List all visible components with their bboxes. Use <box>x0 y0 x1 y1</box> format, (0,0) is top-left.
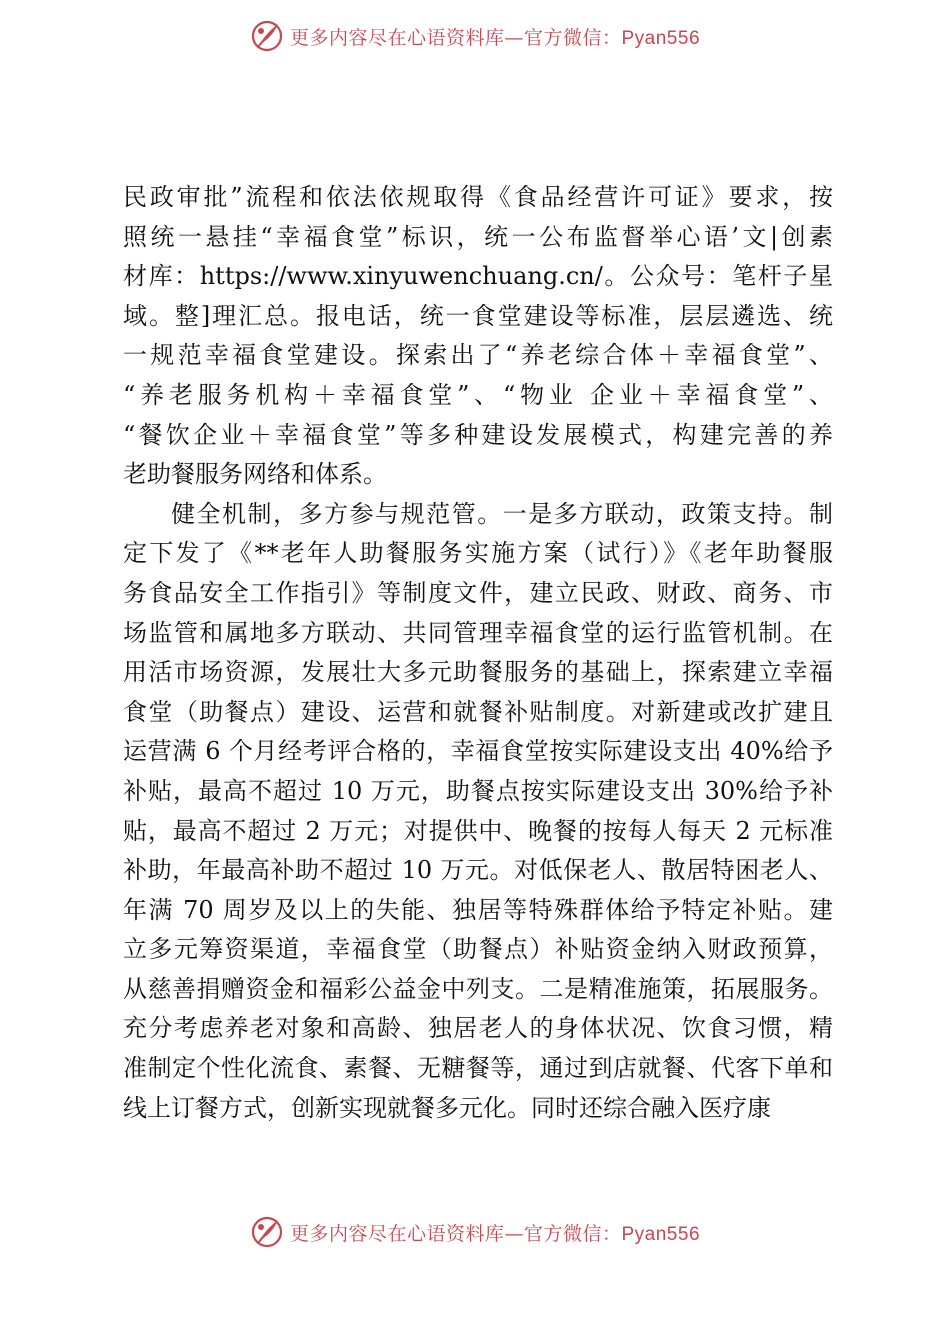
header-wechat-id: Pyan556 <box>621 27 701 49</box>
header-site-name: 更多内容尽在心语资料库 <box>289 26 505 49</box>
quill-pen-icon <box>250 19 284 53</box>
footer-banner <box>0 1212 950 1252</box>
text-line: 一规范幸福食堂建设。探索出了“养老综合体＋幸福食堂”、 <box>123 341 833 370</box>
header-banner-text <box>290 23 700 50</box>
paragraph-start-line: 健全机制，多方参与规范管。一是多方联动，政策支持。制 <box>171 499 833 528</box>
text-line: 准制定个性化流食、素餐、无糖餐等，通过到店就餐、代客下单和 <box>123 1054 833 1083</box>
footer-separator: — <box>504 1222 524 1245</box>
text-line: 充分考虑养老对象和高龄、独居老人的身体状况、饮食习惯，精 <box>123 1014 833 1043</box>
header-wechat-label: 官方微信： <box>523 26 622 49</box>
quill-pen-icon <box>250 1215 284 1249</box>
text-line: 务食品安全工作指引》等制度文件，建立民政、财政、商务、市 <box>123 578 833 607</box>
text-line: 域。整]理汇总。报电话，统一食堂建设等标准，层层遴选、统 <box>123 301 833 330</box>
footer-banner-text <box>290 1219 700 1246</box>
text-line: 补助，年最高补助不超过 10 万元。对低保老人、散居特困老人、 <box>123 856 833 885</box>
text-line: 定下发了《**老年人助餐服务实施方案（试行）》《老年助餐服 <box>123 539 833 568</box>
header-separator: — <box>504 26 524 49</box>
text-line: 场监管和属地多方联动、共同管理幸福食堂的运行监管机制。在 <box>123 618 833 647</box>
text-line: 线上订餐方式，创新实现就餐多元化。同时还综合融入医疗康 <box>123 1093 771 1122</box>
footer-site-name: 更多内容尽在心语资料库 <box>289 1222 505 1245</box>
text-line: 从慈善捐赠资金和福彩公益金中列支。二是精准施策，拓展服务。 <box>123 974 833 1003</box>
text-line: “餐饮企业＋幸福食堂”等多种建设发展模式，构建完善的养 <box>123 420 833 449</box>
text-line: 民政审批”流程和依法依规取得《食品经营许可证》要求，按 <box>123 183 833 211</box>
footer-wechat-id: Pyan556 <box>621 1223 701 1245</box>
text-line: 材库：https://www.xinyuwenchuang.cn/。公众号：笔杆子星 <box>123 262 833 291</box>
document-body <box>123 178 833 1128</box>
text-line: 照统一悬挂“幸福食堂”标识，统一公布监督举心语’文|创素 <box>123 222 833 251</box>
text-line: 年满 70 周岁及以上的失能、独居等特殊群体给予特定补贴。建 <box>123 895 833 924</box>
footer-wechat-label: 官方微信： <box>523 1222 622 1245</box>
text-line: 老助餐服务网络和体系。 <box>123 460 387 489</box>
text-line: 运营满 6 个月经考评合格的，幸福食堂按实际建设支出 40%给予 <box>123 737 833 766</box>
text-line: “养老服务机构＋幸福食堂”、“物业 企业＋幸福食堂”、 <box>123 380 833 409</box>
text-line: 补贴，最高不超过 10 万元，助餐点按实际建设支出 30%给予补 <box>123 776 833 805</box>
header-banner <box>0 16 950 56</box>
text-line: 用活市场资源，发展壮大多元助餐服务的基础上，探索建立幸福 <box>123 658 833 687</box>
text-line: 立多元筹资渠道，幸福食堂（助餐点）补贴资金纳入财政预算， <box>123 935 833 964</box>
text-line: 食堂（助餐点）建设、运营和就餐补贴制度。对新建或改扩建且 <box>123 697 833 726</box>
text-line: 贴，最高不超过 2 万元；对提供中、晚餐的按每人每天 2 元标准 <box>123 816 833 845</box>
